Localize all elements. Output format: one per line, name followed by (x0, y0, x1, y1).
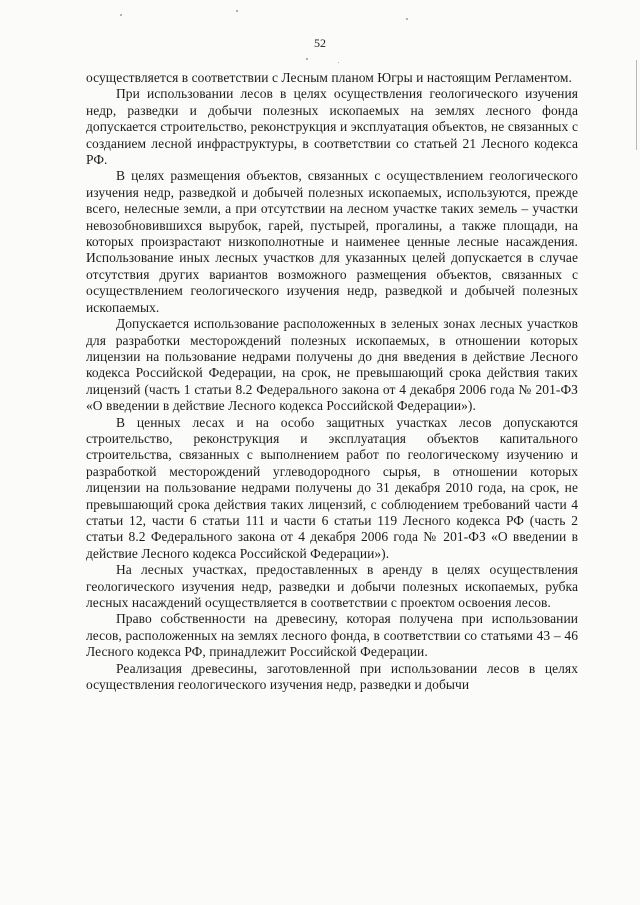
scan-speck (120, 14, 122, 16)
paragraph-leased-plots: На лесных участках, предоставленных в аренду в целях осуществления геологического изучения недр, разведки и добычи полезных ископаемых, рубка лесных насаждений осуществляется в соответствии с проектом освоения лесов. (86, 562, 578, 610)
scan-speck (338, 62, 339, 63)
paragraph-timber-ownership: Право собственности на древесину, которая получена при использовании лесов, расположенных на землях лесного фонда, в соответствии со статьями 43 – 46 Лесного кодекса РФ, принадлежит Российской Федерации. (86, 611, 578, 660)
scan-edge-mark (636, 60, 637, 150)
scan-speck (306, 58, 308, 60)
paragraph-continuation: осуществляется в соответствии с Лесным планом Югры и настоящим Регламентом. (86, 70, 572, 85)
paragraph-timber-sale: Реализация древесины, заготовленной при использовании лесов в целях осуществления геологического изучения недр, разведки и добычи (86, 660, 578, 693)
document-body (86, 70, 578, 693)
paragraph-object-placement: В целях размещения объектов, связанных с осуществлением геологического изучения недр, разведкой и добычей полезных ископаемых, используются, прежде всего, нелесные земли, а при отсутствии на лесном участке таких земель – участки невозобновившихся вырубок, гарей, пустырей, прогалины, а также площади, на которых произрастают низкополнотные и наименее ценные лесные насаждения. Использование иных лесных участков для указанных целей допускается в случае отсутствия других вариантов возможного размещения объектов, связанных с осуществлением геологического изучения недр, разведкой и добычей полезных ископаемых. (86, 168, 578, 315)
scan-speck (406, 18, 408, 20)
page-number: 52 (314, 36, 326, 50)
paragraph-valuable-forests: В ценных лесах и на особо защитных участках лесов допускаются строительство, реконструкция и эксплуатация объектов капитального строительства, связанных с выполнением работ по геологическому изучению и разработкой месторождений углеводородного сырья, в отношении которых лицензии на пользование недрами получены до 31 декабря 2010 года, на срок, не превышающий срока действия таких лицензий, с соблюдением требований части 4 статьи 12, части 6 статьи 111 и части 6 статьи 119 Лесного кодекса РФ (часть 2 статьи 8.2 Федерального закона от 4 декабря 2006 года № 201-ФЗ «О введении в действие Лесного кодекса Российской Федерации»). (86, 414, 578, 561)
paragraph-green-zones: Допускается использование расположенных в зеленых зонах лесных участков для разработки месторождений полезных ископаемых, в отношении которых лицензии на пользование недрами получены до дня введения в действие Лесного кодекса Российской Федерации, на срок, не превышающий срока действия таких лицензий (часть 1 статьи 8.2 Федерального закона от 4 декабря 2006 года № 201-ФЗ «О введении в действие Лесного кодекса Российской Федерации»). (86, 316, 578, 414)
scan-speck (236, 10, 238, 12)
paragraph-geological-construction: При использовании лесов в целях осуществления геологического изучения недр, разведки и добычи полезных ископаемых на землях лесного фонда допускается строительство, реконструкция и эксплуатация объектов, не связанных с созданием лесной инфраструктуры, в соответствии со статьей 21 Лесного кодекса РФ. (86, 86, 578, 168)
